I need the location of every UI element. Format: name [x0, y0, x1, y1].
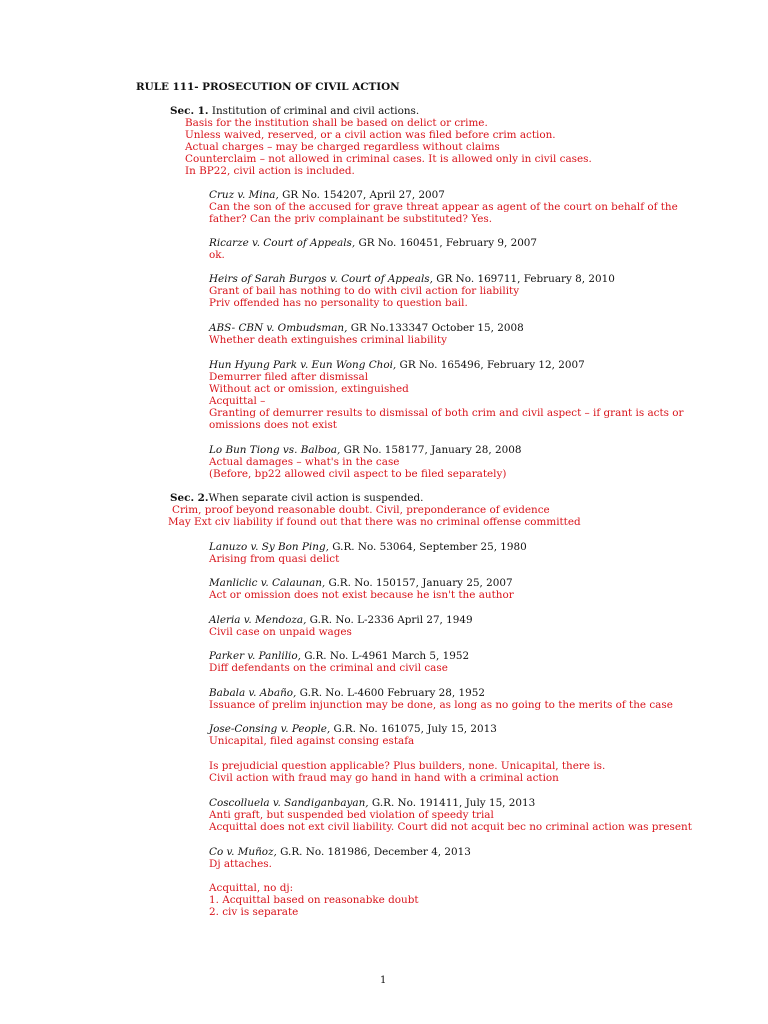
case-name: Hun Hyung Park v. Eun Wong Choi, — [209, 359, 397, 371]
case-note: Is prejudicial question applicable? Plus builders, none. Unicapital, there is. — [209, 760, 606, 772]
case-cite: G.R. No. L-4600 February 28, 1952 — [296, 687, 485, 699]
section-heading-text: Institution of criminal and civil actions. — [208, 105, 420, 117]
case-name: ABS- CBN v. Ombudsman, — [209, 322, 348, 334]
case-note: Acquittal – — [209, 395, 266, 407]
case-cite: GR No. 154207, April 27, 2007 — [278, 189, 445, 201]
note-line: Crim, proof beyond reasonable doubt. Civil, preponderance of evidence — [172, 504, 550, 516]
case-citation — [209, 237, 537, 249]
case-note: 2. civ is separate — [209, 906, 299, 918]
case-cite: GR No. 169711, February 8, 2010 — [432, 273, 615, 285]
case-note: Priv offended has no personality to question bail. — [209, 297, 468, 309]
case-name: Lanuzo v. Sy Bon Ping, — [209, 541, 329, 553]
case-citation — [209, 723, 497, 735]
section-label: Sec. 1. — [170, 105, 209, 117]
case-note: Without act or omission, extinguished — [209, 383, 409, 395]
case-cite: G.R. No. 53064, September 25, 1980 — [328, 541, 527, 553]
case-note: Issuance of prelim injunction may be done, as long as no going to the merits of the case — [209, 699, 673, 711]
case-name: Lo Bun Tiong vs. Balboa, — [209, 444, 341, 456]
case-name: Ricarze v. Court of Appeals, — [209, 237, 356, 249]
page-number: 1 — [380, 975, 387, 986]
note-line: In BP22, civil action is included. — [185, 165, 355, 177]
case-name: Cruz v. Mina, — [209, 189, 279, 201]
case-citation — [209, 797, 535, 809]
case-citation — [209, 273, 615, 285]
case-cite: G.R. No. 161075, July 15, 2013 — [330, 723, 497, 735]
case-note: Can the son of the accused for grave threat appear as agent of the court on behalf of the — [209, 201, 678, 213]
case-name: Heirs of Sarah Burgos v. Court of Appeals, — [209, 273, 433, 285]
case-note: Diff defendants on the criminal and civil case — [209, 662, 448, 674]
case-cite: G.R. No. L-2336 April 27, 1949 — [306, 614, 473, 626]
case-citation — [209, 359, 585, 371]
case-citation — [209, 846, 471, 858]
case-note: Actual damages – what's in the case — [209, 456, 400, 468]
case-cite: GR No. 165496, February 12, 2007 — [396, 359, 585, 371]
note-line: Counterclaim – not allowed in criminal cases. It is allowed only in civil cases. — [185, 153, 592, 165]
case-note: omissions does not exist — [209, 419, 337, 431]
case-cite: G.R. No. 181986, December 4, 2013 — [276, 846, 471, 858]
case-note: Civil action with fraud may go hand in hand with a criminal action — [209, 772, 559, 784]
case-note: father? Can the priv complainant be substituted? Yes. — [209, 213, 493, 225]
case-citation — [209, 650, 469, 662]
case-name: Coscolluela v. Sandiganbayan, — [209, 797, 369, 809]
case-note: Civil case on unpaid wages — [209, 626, 352, 638]
case-note: Acquittal, no dj: — [209, 882, 294, 894]
case-note: (Before, bp22 allowed civil aspect to be filed separately) — [209, 468, 507, 480]
case-name: Jose-Consing v. People, — [209, 723, 331, 735]
case-citation — [209, 541, 527, 553]
case-cite: G.R. No. 191411, July 15, 2013 — [368, 797, 536, 809]
case-cite: GR No.133347 October 15, 2008 — [347, 322, 524, 334]
case-note: Granting of demurrer results to dismissal of both crim and civil aspect – if grant is acts or — [209, 407, 684, 419]
case-name: Manliclic v. Calaunan, — [209, 577, 326, 589]
case-note: 1. Acquittal based on reasonabke doubt — [209, 894, 419, 906]
case-note: Demurrer filed after dismissal — [209, 371, 369, 383]
case-note: Act or omission does not exist because he isn't the author — [209, 589, 514, 601]
case-note: Dj attaches. — [209, 858, 272, 870]
section-1-heading — [170, 105, 419, 117]
case-cite: G.R. No. L-4961 March 5, 1952 — [300, 650, 470, 662]
case-note: Grant of bail has nothing to do with civil action for liability — [209, 285, 520, 297]
case-note: ok. — [209, 249, 225, 261]
case-note: Unicapital, filed against consing estafa — [209, 735, 415, 747]
case-name: Co v. Muñoz, — [209, 846, 277, 858]
case-citation — [209, 614, 473, 626]
section-2-heading — [170, 492, 423, 504]
case-name: Aleria v. Mendoza, — [209, 614, 307, 626]
case-citation — [209, 444, 521, 456]
case-citation — [209, 687, 485, 699]
case-citation — [209, 322, 524, 334]
case-cite: G.R. No. 150157, January 25, 2007 — [325, 577, 513, 589]
case-note: Whether death extinguishes criminal liability — [209, 334, 447, 346]
section-heading-text: When separate civil action is suspended. — [208, 492, 424, 504]
case-citation — [209, 577, 513, 589]
case-note: Arising from quasi delict — [209, 553, 340, 565]
note-line: Basis for the institution shall be based on delict or crime. — [185, 117, 488, 129]
case-name: Parker v. Panlilio, — [209, 650, 301, 662]
case-note: Anti graft, but suspended bed violation of speedy trial — [209, 809, 494, 821]
case-cite: GR No. 160451, February 9, 2007 — [355, 237, 538, 249]
case-citation — [209, 189, 445, 201]
note-line: Unless waived, reserved, or a civil action was filed before crim action. — [185, 129, 556, 141]
case-note: Acquittal does not ext civil liability. Court did not acquit bec no criminal action was present — [209, 821, 692, 833]
note-line: Actual charges – may be charged regardless without claims — [185, 141, 500, 153]
case-cite: GR No. 158177, January 28, 2008 — [340, 444, 522, 456]
note-line: May Ext civ liability if found out that there was no criminal offense committed — [168, 516, 581, 528]
section-label: Sec. 2. — [170, 492, 209, 504]
case-name: Babala v. Abaño, — [209, 687, 297, 699]
page-title: RULE 111- PROSECUTION OF CIVIL ACTION — [136, 81, 400, 93]
